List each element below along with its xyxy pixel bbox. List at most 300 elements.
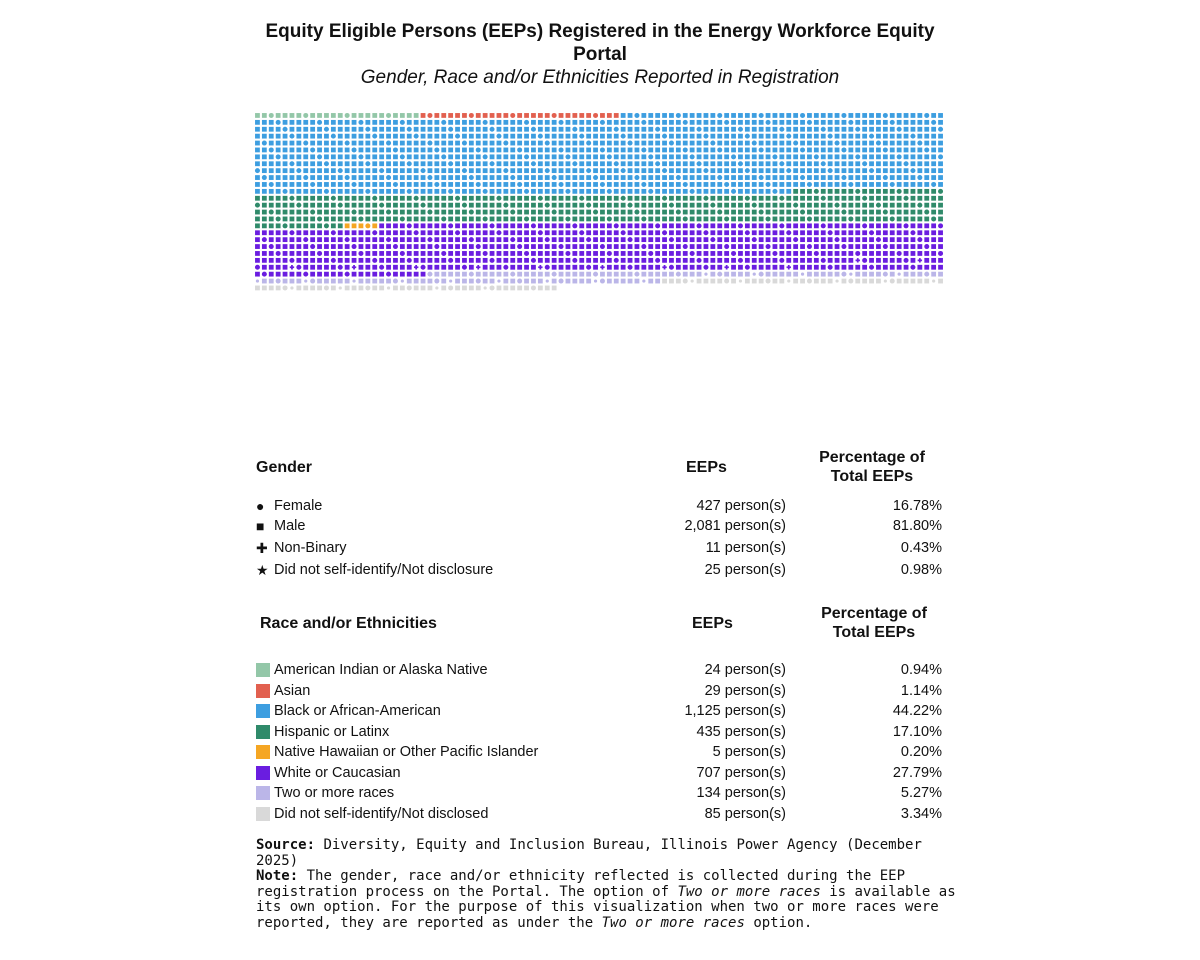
waffle-male-square xyxy=(310,272,315,277)
waffle-male-square xyxy=(828,223,833,228)
waffle-male-square xyxy=(635,203,640,208)
waffle-male-square xyxy=(855,148,860,153)
waffle-male-square xyxy=(835,251,840,256)
waffle-male-square xyxy=(621,154,626,159)
waffle-male-square xyxy=(414,182,419,187)
waffle-male-square xyxy=(296,182,301,187)
waffle-male-square xyxy=(683,223,688,228)
waffle-male-square xyxy=(662,141,667,146)
waffle-male-square xyxy=(690,244,695,249)
waffle-male-square xyxy=(635,161,640,166)
waffle-male-square xyxy=(835,113,840,118)
waffle-male-square xyxy=(697,279,702,284)
waffle-male-square xyxy=(704,279,709,284)
gender-label: Non-Binary xyxy=(274,540,347,556)
waffle-male-square xyxy=(628,161,633,166)
waffle-male-square xyxy=(924,237,929,242)
waffle-male-square xyxy=(290,203,295,208)
waffle-male-square xyxy=(628,113,633,118)
waffle-male-square xyxy=(428,251,433,256)
waffle-male-square xyxy=(448,182,453,187)
waffle-male-square xyxy=(814,148,819,153)
waffle-male-square xyxy=(545,272,550,277)
waffle-male-square xyxy=(641,175,646,180)
waffle-male-square xyxy=(724,272,729,277)
waffle-male-square xyxy=(731,217,736,222)
waffle-male-square xyxy=(869,175,874,180)
waffle-male-square xyxy=(938,237,943,242)
waffle-male-square xyxy=(766,127,771,132)
waffle-male-square xyxy=(276,127,281,132)
waffle-male-square xyxy=(552,120,557,125)
waffle-undisclosed-star xyxy=(546,279,549,282)
waffle-male-square xyxy=(462,127,467,132)
waffle-male-square xyxy=(345,168,350,173)
race-count: 707 person(s) xyxy=(696,764,786,781)
waffle-male-square xyxy=(876,175,881,180)
waffle-male-square xyxy=(607,148,612,153)
waffle-female-dot xyxy=(503,141,508,146)
waffle-male-square xyxy=(683,161,688,166)
waffle-male-square xyxy=(317,168,322,173)
waffle-male-square xyxy=(255,237,260,242)
waffle-male-square xyxy=(745,154,750,159)
waffle-male-square xyxy=(552,134,557,139)
waffle-female-dot xyxy=(600,244,605,249)
waffle-male-square xyxy=(365,175,370,180)
waffle-male-square xyxy=(255,230,260,235)
waffle-female-dot xyxy=(538,196,543,201)
waffle-male-square xyxy=(855,175,860,180)
waffle-male-square xyxy=(345,230,350,235)
waffle-female-dot xyxy=(669,203,674,208)
waffle-male-square xyxy=(483,203,488,208)
waffle-male-square xyxy=(793,279,798,284)
waffle-male-square xyxy=(917,113,922,118)
waffle-male-square xyxy=(738,141,743,146)
waffle-male-square xyxy=(379,182,384,187)
waffle-male-square xyxy=(434,141,439,146)
waffle-male-square xyxy=(303,286,308,291)
waffle-male-square xyxy=(414,113,419,118)
waffle-male-square xyxy=(835,265,840,270)
waffle-male-square xyxy=(855,141,860,146)
waffle-female-dot xyxy=(869,168,874,173)
waffle-male-square xyxy=(621,279,626,284)
waffle-male-square xyxy=(731,175,736,180)
waffle-female-dot xyxy=(289,134,294,139)
waffle-male-square xyxy=(434,272,439,277)
waffle-male-square xyxy=(793,127,798,132)
waffle-male-square xyxy=(848,189,853,194)
waffle-male-square xyxy=(538,154,543,159)
waffle-male-square xyxy=(848,196,853,201)
waffle-female-dot xyxy=(821,223,826,228)
waffle-male-square xyxy=(345,286,350,291)
waffle-male-square xyxy=(386,223,391,228)
waffle-male-square xyxy=(572,279,577,284)
waffle-male-square xyxy=(814,265,819,270)
waffle-male-square xyxy=(317,265,322,270)
waffle-female-dot xyxy=(510,175,515,180)
waffle-male-square xyxy=(386,279,391,284)
waffle-male-square xyxy=(345,279,350,284)
waffle-male-square xyxy=(379,127,384,132)
waffle-female-dot xyxy=(510,210,515,215)
waffle-male-square xyxy=(938,148,943,153)
waffle-male-square xyxy=(883,251,888,256)
waffle-male-square xyxy=(414,120,419,125)
waffle-male-square xyxy=(931,272,936,277)
waffle-male-square xyxy=(269,258,274,263)
waffle-male-square xyxy=(462,230,467,235)
waffle-male-square xyxy=(517,217,522,222)
waffle-male-square xyxy=(455,189,460,194)
waffle-female-dot xyxy=(469,175,474,180)
waffle-male-square xyxy=(800,120,805,125)
waffle-male-square xyxy=(814,134,819,139)
waffle-male-square xyxy=(407,265,412,270)
waffle-male-square xyxy=(359,141,364,146)
waffle-male-square xyxy=(869,148,874,153)
waffle-male-square xyxy=(731,265,736,270)
waffle-male-square xyxy=(848,210,853,215)
waffle-male-square xyxy=(814,203,819,208)
waffle-male-square xyxy=(883,182,888,187)
waffle-male-square xyxy=(876,230,881,235)
waffle-female-dot xyxy=(614,161,619,166)
waffle-male-square xyxy=(365,196,370,201)
waffle-male-square xyxy=(724,148,729,153)
waffle-male-square xyxy=(814,230,819,235)
waffle-male-square xyxy=(566,113,571,118)
waffle-male-square xyxy=(752,127,757,132)
waffle-male-square xyxy=(538,182,543,187)
waffle-female-dot xyxy=(779,127,784,132)
waffle-female-dot xyxy=(455,196,460,201)
waffle-male-square xyxy=(490,244,495,249)
waffle-male-square xyxy=(648,113,653,118)
waffle-male-square xyxy=(828,141,833,146)
waffle-male-square xyxy=(883,127,888,132)
waffle-male-square xyxy=(414,237,419,242)
waffle-male-square xyxy=(517,120,522,125)
waffle-male-square xyxy=(710,134,715,139)
waffle-male-square xyxy=(593,196,598,201)
waffle-male-square xyxy=(717,120,722,125)
waffle-male-square xyxy=(586,161,591,166)
waffle-male-square xyxy=(835,244,840,249)
waffle-male-square xyxy=(490,168,495,173)
waffle-male-square xyxy=(476,258,481,263)
waffle-female-dot xyxy=(331,258,336,263)
waffle-female-dot xyxy=(655,127,660,132)
waffle-male-square xyxy=(821,175,826,180)
waffle-male-square xyxy=(786,113,791,118)
waffle-male-square xyxy=(876,258,881,263)
waffle-female-dot xyxy=(641,120,646,125)
waffle-female-dot xyxy=(296,168,301,173)
waffle-male-square xyxy=(614,244,619,249)
waffle-male-square xyxy=(421,182,426,187)
waffle-male-square xyxy=(793,182,798,187)
waffle-male-square xyxy=(303,210,308,215)
waffle-female-dot xyxy=(434,279,439,284)
waffle-male-square xyxy=(545,161,550,166)
waffle-male-square xyxy=(490,217,495,222)
waffle-male-square xyxy=(904,154,909,159)
waffle-male-square xyxy=(621,175,626,180)
waffle-male-square xyxy=(324,141,329,146)
waffle-male-square xyxy=(455,244,460,249)
waffle-male-square xyxy=(704,161,709,166)
waffle-male-square xyxy=(510,154,515,159)
waffle-male-square xyxy=(372,203,377,208)
waffle-male-square xyxy=(455,175,460,180)
waffle-male-square xyxy=(917,161,922,166)
waffle-male-square xyxy=(338,175,343,180)
waffle-male-square xyxy=(738,154,743,159)
waffle-male-square xyxy=(345,196,350,201)
waffle-female-dot xyxy=(890,182,895,187)
waffle-male-square xyxy=(731,168,736,173)
waffle-female-dot xyxy=(828,168,833,173)
waffle-male-square xyxy=(724,251,729,256)
waffle-male-square xyxy=(290,168,295,173)
waffle-male-square xyxy=(497,265,502,270)
waffle-male-square xyxy=(835,168,840,173)
waffle-male-square xyxy=(641,230,646,235)
waffle-female-dot xyxy=(545,168,550,173)
waffle-female-dot xyxy=(427,272,432,277)
waffle-male-square xyxy=(262,244,267,249)
waffle-male-square xyxy=(924,161,929,166)
waffle-male-square xyxy=(310,237,315,242)
waffle-male-square xyxy=(421,141,426,146)
waffle-male-square xyxy=(835,196,840,201)
waffle-male-square xyxy=(538,237,543,242)
waffle-male-square xyxy=(607,230,612,235)
waffle-male-square xyxy=(869,203,874,208)
waffle-male-square xyxy=(779,182,784,187)
waffle-male-square xyxy=(911,244,916,249)
waffle-male-square xyxy=(779,113,784,118)
waffle-male-square xyxy=(586,175,591,180)
waffle-male-square xyxy=(821,237,826,242)
waffle-male-square xyxy=(738,175,743,180)
waffle-female-dot xyxy=(710,203,715,208)
waffle-male-square xyxy=(855,265,860,270)
waffle-male-square xyxy=(648,272,653,277)
waffle-male-square xyxy=(290,113,295,118)
waffle-undisclosed-star xyxy=(449,279,452,282)
waffle-female-dot xyxy=(483,216,488,221)
waffle-male-square xyxy=(842,134,847,139)
waffle-male-square xyxy=(400,161,405,166)
waffle-male-square xyxy=(428,223,433,228)
race-pct: 44.22% xyxy=(892,703,942,719)
waffle-female-dot xyxy=(786,230,791,235)
waffle-female-dot xyxy=(717,210,722,215)
waffle-male-square xyxy=(855,182,860,187)
waffle-male-square xyxy=(779,230,784,235)
waffle-male-square xyxy=(269,134,274,139)
waffle-male-square xyxy=(476,175,481,180)
waffle-nonbinary-plus xyxy=(662,265,666,269)
waffle-male-square xyxy=(911,203,916,208)
waffle-male-square xyxy=(924,189,929,194)
waffle-female-dot xyxy=(924,272,929,277)
waffle-female-dot xyxy=(503,203,508,208)
waffle-female-dot xyxy=(572,161,577,166)
waffle-male-square xyxy=(566,182,571,187)
waffle-male-square xyxy=(911,223,916,228)
waffle-female-dot xyxy=(621,196,626,201)
waffle-male-square xyxy=(483,258,488,263)
waffle-male-square xyxy=(365,244,370,249)
waffle-female-dot xyxy=(538,134,543,139)
waffle-male-square xyxy=(676,237,681,242)
waffle-male-square xyxy=(462,148,467,153)
waffle-male-square xyxy=(524,286,529,291)
waffle-male-square xyxy=(662,154,667,159)
waffle-female-dot xyxy=(386,237,391,242)
waffle-female-dot xyxy=(862,196,867,201)
waffle-male-square xyxy=(331,244,336,249)
waffle-female-dot xyxy=(745,134,750,139)
waffle-male-square xyxy=(862,182,867,187)
race-label: Did not self-identify/Not disclosed xyxy=(274,805,489,822)
waffle-male-square xyxy=(434,230,439,235)
waffle-undisclosed-star xyxy=(691,279,694,282)
waffle-male-square xyxy=(773,258,778,263)
waffle-male-square xyxy=(814,279,819,284)
waffle-male-square xyxy=(655,189,660,194)
waffle-male-square xyxy=(600,258,605,263)
waffle-female-dot xyxy=(924,244,929,249)
waffle-male-square xyxy=(876,134,881,139)
waffle-female-dot xyxy=(448,161,453,166)
waffle-male-square xyxy=(552,168,557,173)
waffle-male-square xyxy=(379,134,384,139)
waffle-male-square xyxy=(317,244,322,249)
waffle-male-square xyxy=(924,217,929,222)
waffle-male-square xyxy=(545,154,550,159)
waffle-male-square xyxy=(545,223,550,228)
waffle-male-square xyxy=(524,113,529,118)
waffle-male-square xyxy=(545,120,550,125)
waffle-male-square xyxy=(766,210,771,215)
waffle-male-square xyxy=(655,113,660,118)
waffle-male-square xyxy=(793,258,798,263)
waffle-male-square xyxy=(869,120,874,125)
waffle-male-square xyxy=(655,272,660,277)
waffle-male-square xyxy=(421,175,426,180)
waffle-male-square xyxy=(324,265,329,270)
waffle-male-square xyxy=(379,230,384,235)
waffle-female-dot xyxy=(655,258,660,263)
waffle-male-square xyxy=(786,237,791,242)
waffle-male-square xyxy=(296,189,301,194)
waffle-male-square xyxy=(600,189,605,194)
waffle-female-dot xyxy=(835,203,840,208)
waffle-male-square xyxy=(269,265,274,270)
waffle-female-dot xyxy=(407,223,412,228)
waffle-male-square xyxy=(428,258,433,263)
waffle-female-dot xyxy=(559,244,564,249)
waffle-male-square xyxy=(545,286,550,291)
waffle-male-square xyxy=(359,196,364,201)
waffle-male-square xyxy=(462,134,467,139)
waffle-male-square xyxy=(628,258,633,263)
waffle-male-square xyxy=(731,134,736,139)
waffle-male-square xyxy=(710,258,715,263)
waffle-male-square xyxy=(835,148,840,153)
waffle-male-square xyxy=(738,272,743,277)
waffle-undisclosed-star xyxy=(352,279,355,282)
waffle-male-square xyxy=(904,230,909,235)
waffle-male-square xyxy=(648,258,653,263)
waffle-male-square xyxy=(793,168,798,173)
waffle-male-square xyxy=(503,175,508,180)
waffle-male-square xyxy=(586,230,591,235)
waffle-male-square xyxy=(773,265,778,270)
waffle-male-square xyxy=(483,161,488,166)
waffle-male-square xyxy=(359,210,364,215)
waffle-male-square xyxy=(793,175,798,180)
waffle-male-square xyxy=(441,265,446,270)
waffle-female-dot xyxy=(938,189,943,194)
waffle-male-square xyxy=(269,251,274,256)
waffle-female-dot xyxy=(269,113,274,118)
waffle-male-square xyxy=(393,175,398,180)
waffle-male-square xyxy=(352,189,357,194)
waffle-male-square xyxy=(924,127,929,132)
waffle-female-dot xyxy=(586,203,591,208)
waffle-male-square xyxy=(931,244,936,249)
race-label: Black or African-American xyxy=(274,703,441,719)
waffle-male-square xyxy=(628,148,633,153)
waffle-male-square xyxy=(269,203,274,208)
waffle-male-square xyxy=(738,237,743,242)
waffle-male-square xyxy=(890,189,895,194)
waffle-male-square xyxy=(531,272,536,277)
waffle-female-dot xyxy=(269,244,274,249)
waffle-male-square xyxy=(738,148,743,153)
waffle-male-square xyxy=(255,148,260,153)
waffle-male-square xyxy=(655,168,660,173)
waffle-male-square xyxy=(738,113,743,118)
waffle-male-square xyxy=(855,230,860,235)
waffle-male-square xyxy=(628,189,633,194)
waffle-female-dot xyxy=(890,279,895,284)
waffle-male-square xyxy=(759,279,764,284)
waffle-female-dot xyxy=(545,265,550,270)
waffle-male-square xyxy=(331,279,336,284)
waffle-male-square xyxy=(441,182,446,187)
waffle-male-square xyxy=(559,127,564,132)
waffle-male-square xyxy=(621,223,626,228)
waffle-male-square xyxy=(779,120,784,125)
waffle-male-square xyxy=(338,210,343,215)
waffle-male-square xyxy=(938,134,943,139)
waffle-female-dot xyxy=(697,223,702,228)
waffle-male-square xyxy=(510,217,515,222)
waffle-male-square xyxy=(828,217,833,222)
waffle-male-square xyxy=(462,196,467,201)
waffle-male-square xyxy=(434,265,439,270)
waffle-female-dot xyxy=(683,244,688,249)
